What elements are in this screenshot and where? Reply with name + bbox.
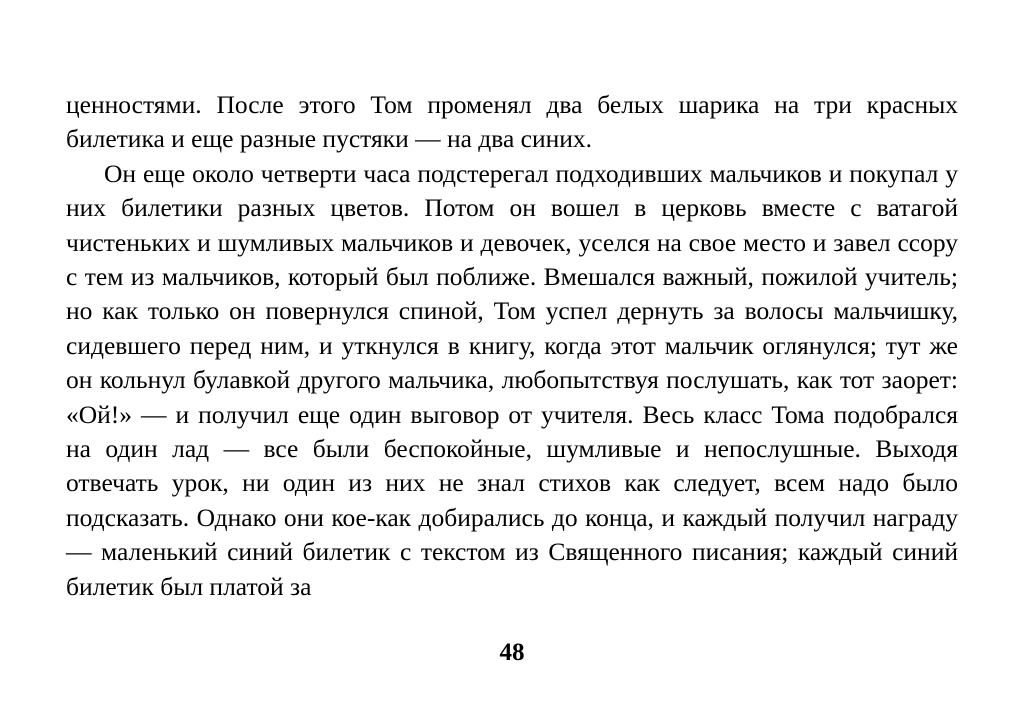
page-body: [66, 88, 958, 604]
paragraph-1: ценностями. После этого Том променял два белых шарика на три красных билетика и еще разные пустяки — на два синих.: [66, 90, 958, 154]
paragraph-2: Он еще около четверти часа подстерегал подходивших мальчиков и покупал у них билетики разных цветов. Потом он вошел в церковь вместе с ватагой чистеньких и шумливых мальчиков и девочек, уселся на свое место и завел ссору с тем из мальчиков, который был поближе. Вмешался важный, пожилой учитель; но как только он повернулся спиной, Том успел дернуть за волосы мальчишку, сидевшего перед ним, и уткнулся в книгу, когда этот мальчик оглянулся; тут же он кольнул булавкой другого мальчика, любопытствуя послушать, как тот заорет: «Ой!» — и получил еще один выговор от учителя. Весь класс Тома подобрался на один лад — все были беспокойные, шумливые и непослушные. Выходя отвечать урок, ни один из них не знал стихов как следует, всем надо было подсказать. Однако они кое-как добирались до конца, и каждый получил награду — маленький синий билетик с текстом из Священного писания; каждый синий билетик был платой за: [66, 158, 958, 601]
page-number: 48: [499, 639, 525, 666]
